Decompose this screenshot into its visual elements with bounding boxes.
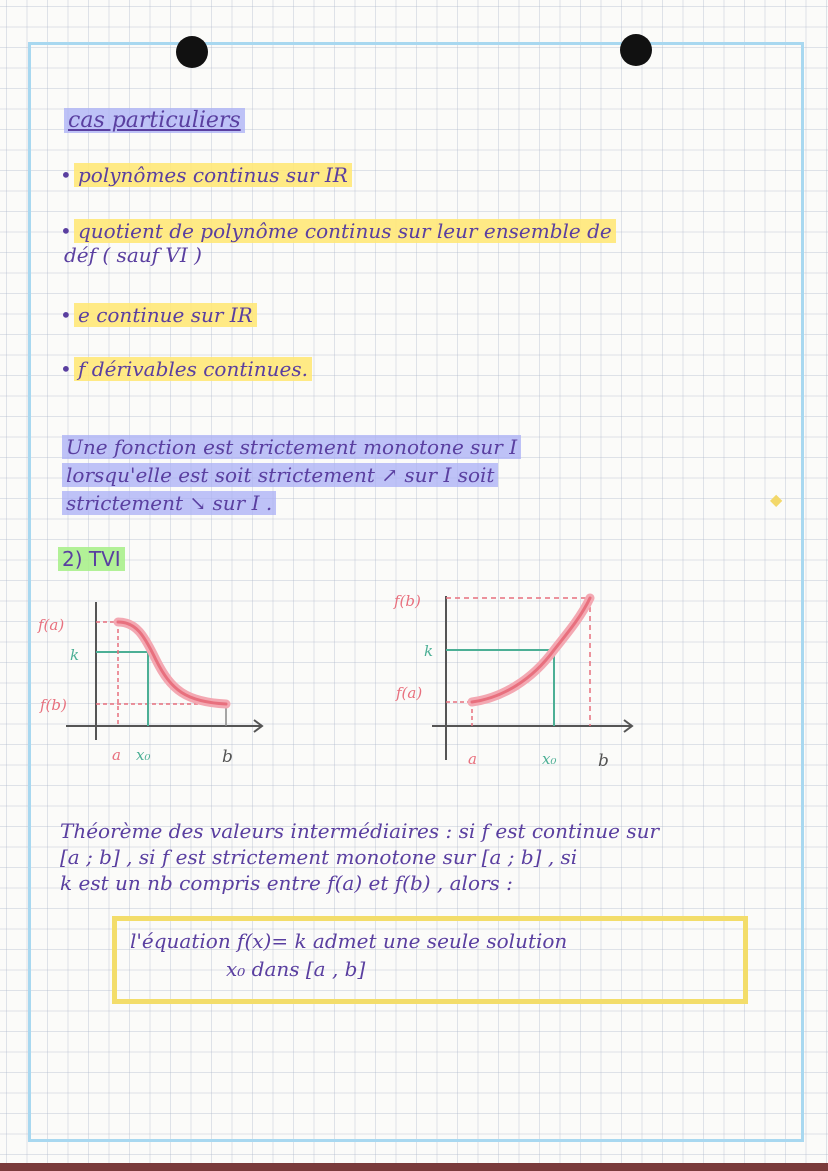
graph-decreasing: [36, 590, 276, 784]
graph-left-label-b: b: [222, 747, 233, 767]
yellow-mark: ◆: [770, 490, 783, 509]
graph-right-label-x0: x₀: [542, 750, 557, 768]
graph-left-label-fb: f(b): [40, 696, 67, 714]
punch-hole-right: [620, 34, 652, 66]
punch-hole-left: [176, 36, 208, 68]
graph-right-label-a: a: [468, 750, 477, 768]
graph-decreasing-svg: [36, 590, 276, 780]
monotone-definition-line2: lorsqu'elle est soit strictement ↗ sur I soit: [62, 464, 498, 486]
bullet-item-derivables: • f dérivables continues.: [60, 358, 312, 380]
monotone-definition-line1: Une fonction est strictement monotone sur I: [62, 436, 521, 458]
graph-increasing-svg: [392, 580, 642, 780]
graph-right-label-b: b: [598, 751, 609, 771]
section-title: cas particuliers: [64, 110, 245, 132]
graph-right-label-fa: f(a): [396, 684, 423, 702]
graph-right-label-k: k: [424, 642, 434, 660]
bullet-item-polynomes: • polynômes continus sur IR: [60, 164, 352, 186]
theorem-line3: k est un nb compris entre f(a) et f(b) , alors :: [60, 871, 513, 895]
subtitle-tvi: 2) TVI: [58, 548, 125, 570]
graph-left-curve: [118, 622, 226, 704]
bullet-item-exponential: • e continue sur IR: [60, 304, 257, 326]
graph-left-curve-glow: [118, 622, 226, 704]
graph-right-label-fb: f(b): [394, 592, 421, 610]
graph-left-label-fa: f(a): [38, 616, 65, 634]
theorem-line1: Théorème des valeurs intermédiaires : si f est continue sur: [60, 819, 660, 843]
bullet-item-quotient: • quotient de polynôme continus sur leur ensemble de: [60, 220, 616, 242]
theorem-box-line2: x₀ dans [a , b]: [226, 957, 366, 981]
theorem-line2: [a ; b] , si f est strictement monotone sur [a ; b] , si: [60, 845, 578, 869]
page-bottom-edge: [0, 1163, 828, 1171]
bullet-item-quotient-line2: déf ( sauf VI ): [64, 243, 202, 267]
graph-left-label-a: a: [112, 746, 121, 764]
monotone-definition-line3: strictement ↘ sur I .: [62, 492, 276, 514]
graph-increasing: [392, 580, 642, 784]
graph-left-label-k: k: [70, 646, 80, 664]
graph-left-label-x0: x₀: [136, 746, 151, 764]
theorem-box-line1: l'équation f(x)= k admet une seule solution: [130, 929, 568, 953]
